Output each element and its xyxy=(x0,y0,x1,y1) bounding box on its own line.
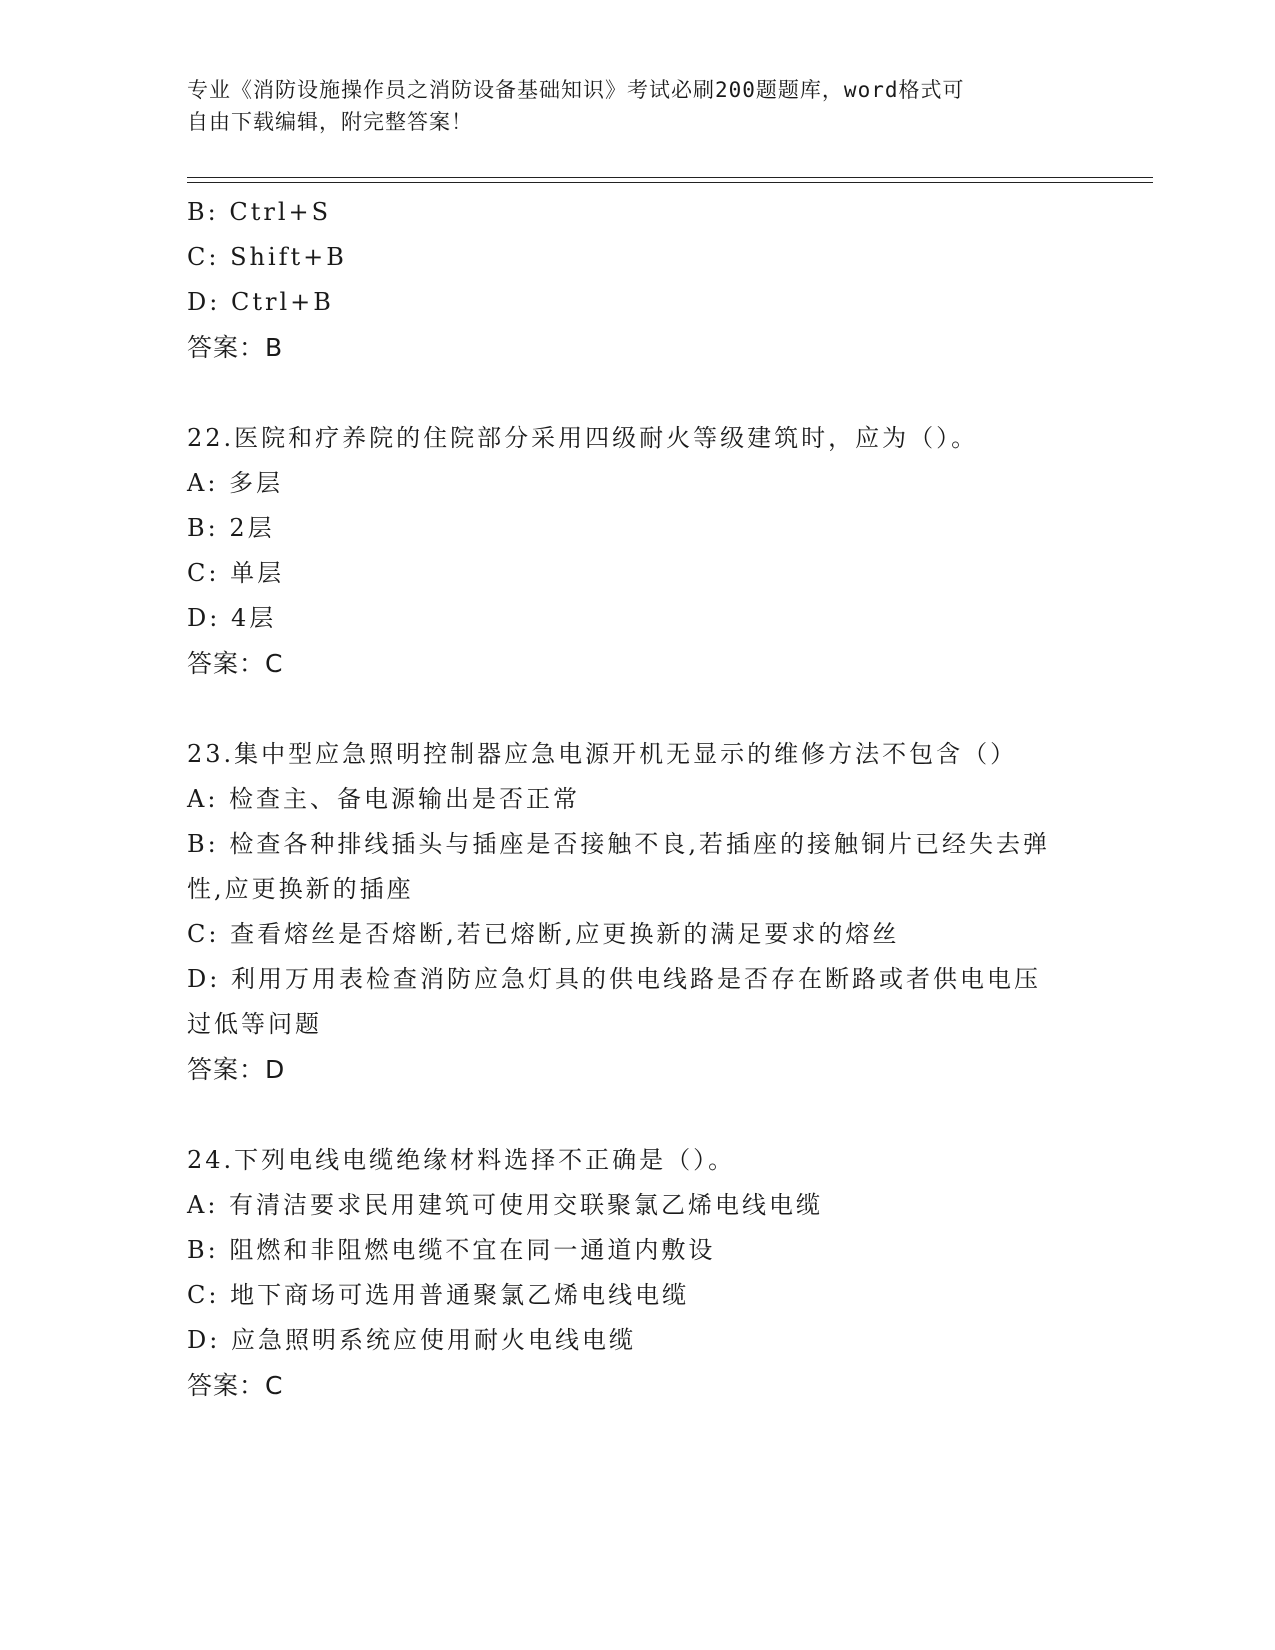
answer: 答案：C xyxy=(187,1371,284,1400)
question-23 xyxy=(187,732,1087,1093)
spacer xyxy=(187,687,1087,732)
header-title-line-1: 专业《消防设施操作员之消防设备基础知识》考试必刷200题题库，word格式可 xyxy=(187,78,965,102)
answer: 答案：D xyxy=(187,1055,286,1084)
spacer xyxy=(187,371,1087,416)
option-c: C: 查看熔丝是否熔断,若已熔断,应更换新的满足要求的熔丝 xyxy=(187,920,900,948)
spacer xyxy=(187,1093,1087,1138)
question-24 xyxy=(187,1138,1087,1409)
question-21-tail xyxy=(187,190,1087,371)
question-22 xyxy=(187,416,1087,687)
document-body xyxy=(187,190,1087,1409)
option-a: A: 多层 xyxy=(187,469,284,497)
option-c: C: 地下商场可选用普通聚氯乙烯电线电缆 xyxy=(187,1281,690,1309)
option-d: D: 应急照明系统应使用耐火电线电缆 xyxy=(187,1326,636,1354)
option-d: D: 利用万用表检查消防应急灯具的供电线路是否存在断路或者供电电压过低等问题 xyxy=(187,965,1041,1038)
option-d: D: 4层 xyxy=(187,604,277,632)
header-divider-bottom xyxy=(187,182,1153,183)
option-a: A: 检查主、备电源输出是否正常 xyxy=(187,785,581,813)
answer: 答案：B xyxy=(187,333,284,362)
option-c: C: Shift+B xyxy=(187,243,347,271)
option-b: B: 检查各种排线插头与插座是否接触不良,若插座的接触铜片已经失去弹性,应更换新的插座 xyxy=(187,830,1050,903)
question-stem: 24.下列电线电缆绝缘材料选择不正确是（）。 xyxy=(187,1146,736,1174)
option-b: B: 阻燃和非阻燃电缆不宜在同一通道内敷设 xyxy=(187,1236,716,1264)
option-a: A: 有清洁要求民用建筑可使用交联聚氯乙烯电线电缆 xyxy=(187,1191,824,1219)
page-header xyxy=(187,74,1067,138)
option-d: D: Ctrl+B xyxy=(187,288,334,316)
option-b: B: 2层 xyxy=(187,514,275,542)
header-divider-top xyxy=(187,177,1153,178)
question-stem: 22.医院和疗养院的住院部分采用四级耐火等级建筑时，应为（）。 xyxy=(187,424,979,452)
question-stem: 23.集中型应急照明控制器应急电源开机无显示的维修方法不包含（） xyxy=(187,740,1018,768)
option-b: B: Ctrl+S xyxy=(187,198,332,226)
header-title-line-2: 自由下载编辑，附完整答案！ xyxy=(187,110,473,134)
option-c: C: 单层 xyxy=(187,559,285,587)
answer: 答案：C xyxy=(187,649,284,678)
